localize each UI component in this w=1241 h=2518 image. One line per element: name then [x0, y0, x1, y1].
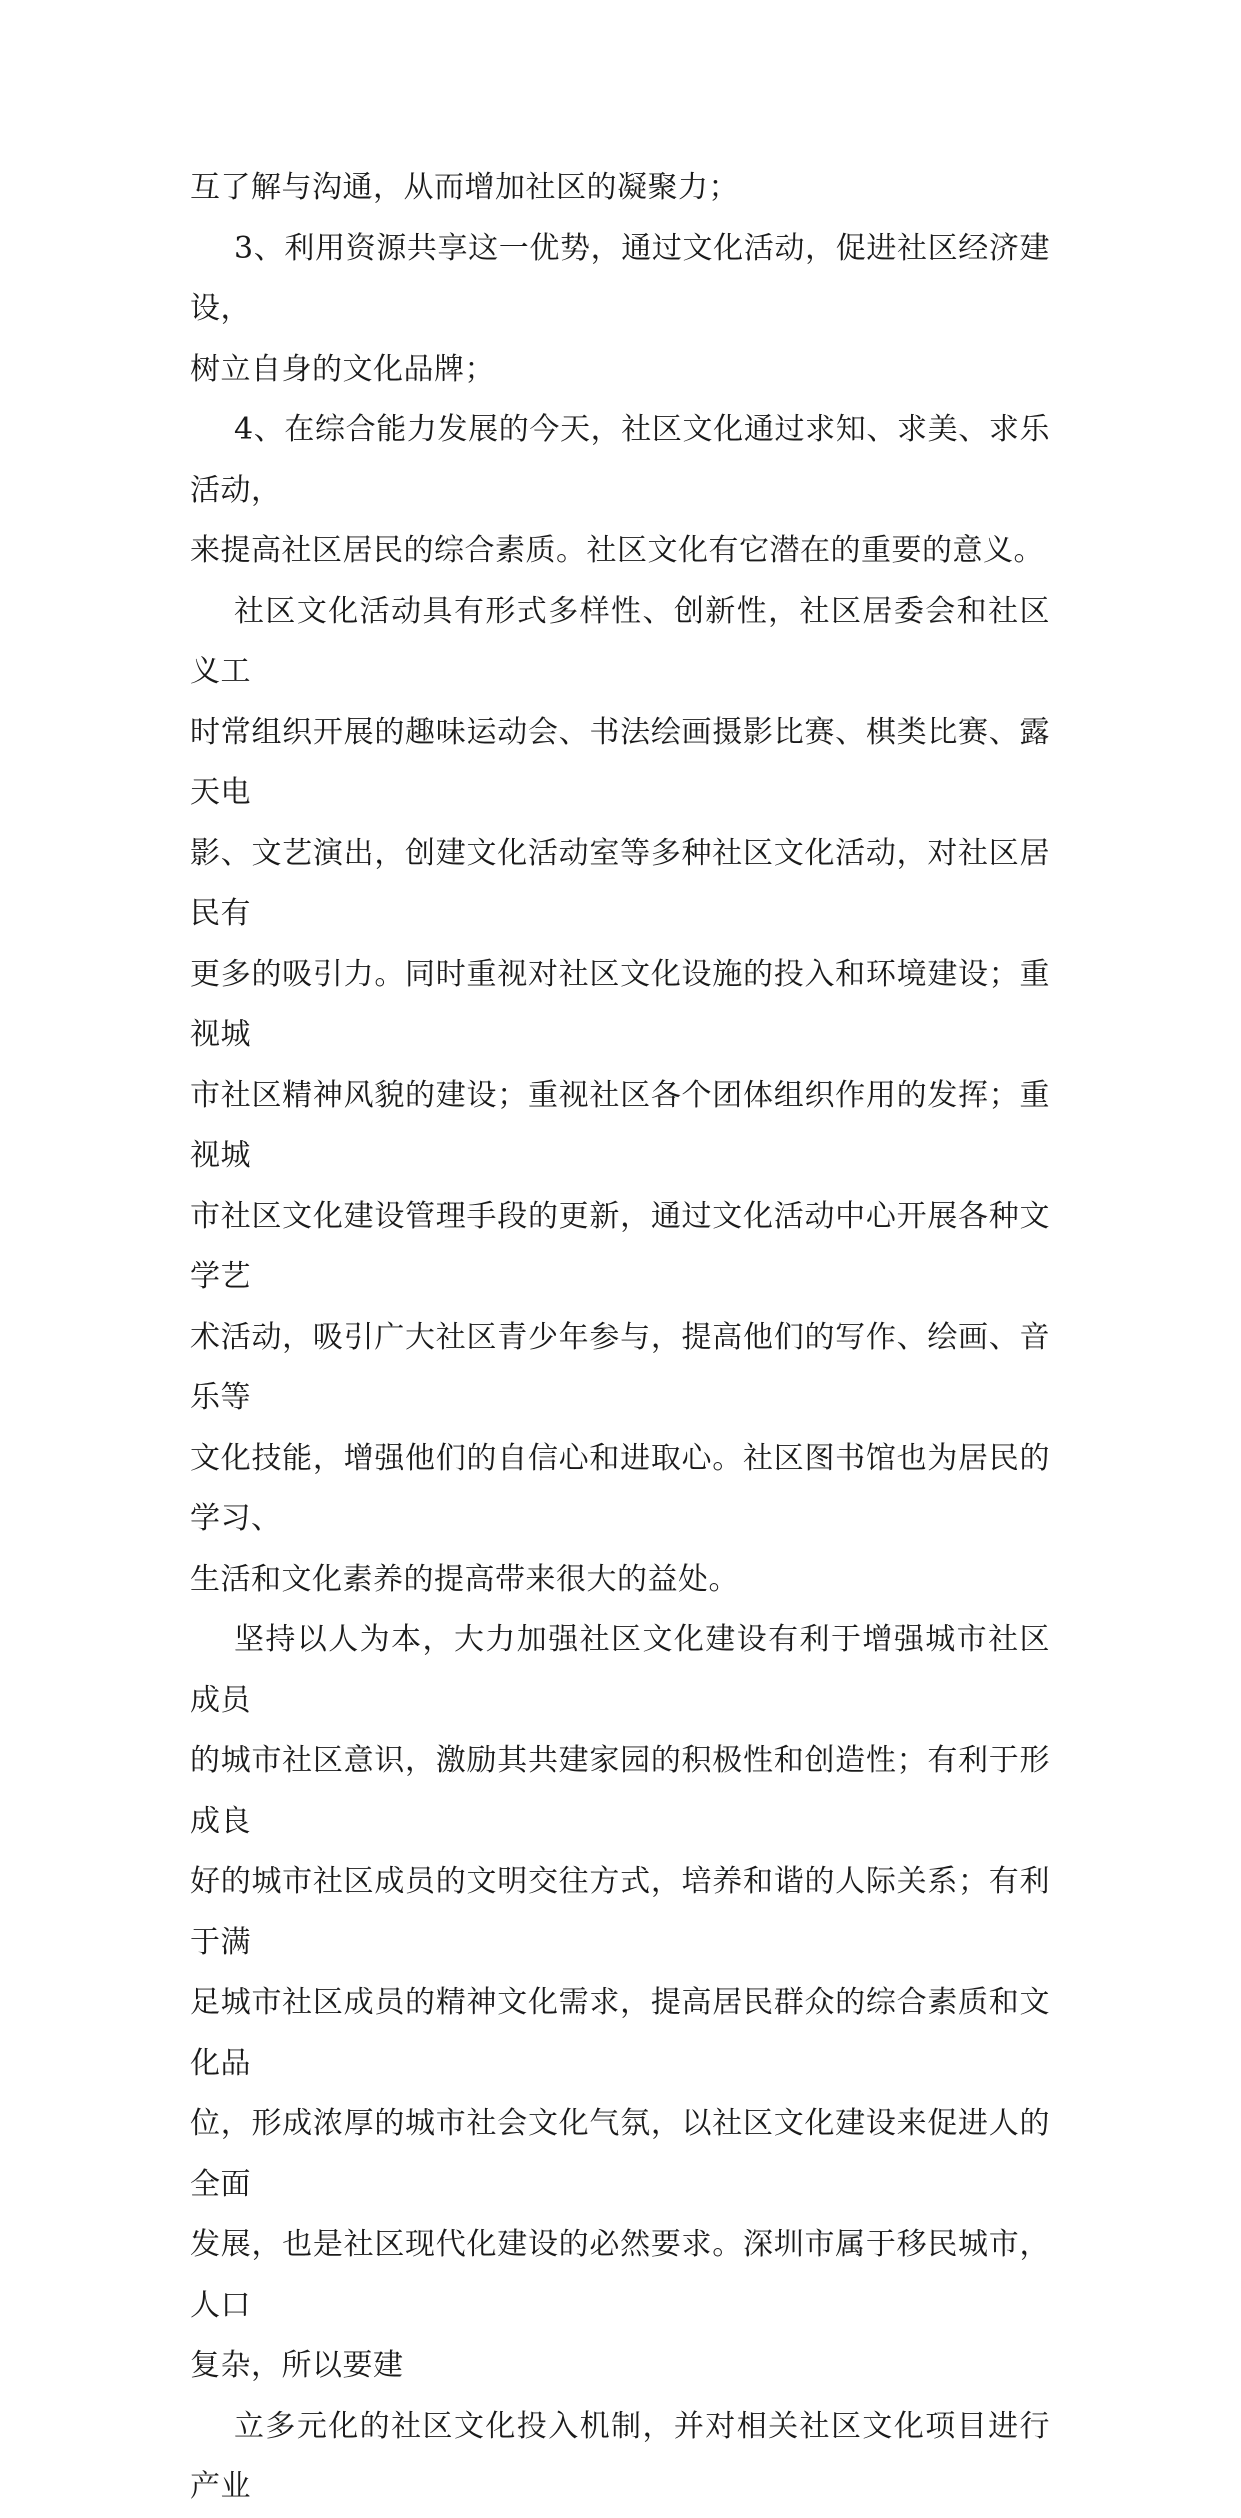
- text-line: 更多的吸引力。同时重视对社区文化设施的投入和环境建设；重视城: [190, 956, 1050, 1052]
- paragraph-4: [190, 582, 1050, 1611]
- paragraph-6: [190, 2397, 1050, 2518]
- text-line: 互了解与沟通，从而增加社区的凝聚力；: [190, 170, 739, 205]
- paragraph-2: [190, 219, 1050, 401]
- text-line: 术活动，吸引广大社区青少年参与，提高他们的写作、绘画、音乐等: [190, 1319, 1050, 1415]
- text-line: 好的城市社区成员的文明交往方式，培养和谐的人际关系；有利于满: [190, 1864, 1050, 1960]
- text-line: 生活和文化素养的提高带来很大的益处。: [190, 1561, 739, 1597]
- text-line: 来提高社区居民的综合素质。社区文化有它潜在的重要的意义。: [190, 533, 1044, 568]
- paragraph-5: [190, 1610, 1050, 2397]
- text-line: 影、文艺演出，创建文化活动室等多种社区文化活动，对社区居民有: [190, 835, 1050, 931]
- text-line: 树立自身的文化品牌；: [190, 351, 495, 387]
- text-line: 市社区文化建设管理手段的更新，通过文化活动中心开展各种文学艺: [190, 1198, 1050, 1294]
- text-line: 位，形成浓厚的城市社会文化气氛，以社区文化建设来促进人的全面: [190, 2106, 1050, 2202]
- document-body: [190, 158, 1050, 2518]
- text-line: 足城市社区成员的精神文化需求，提高居民群众的综合素质和文化品: [190, 1985, 1050, 2081]
- text-line: 复杂，所以要建: [190, 2348, 404, 2383]
- text-line: 的城市社区意识，激励其共建家园的积极性和创造性；有利于形成良: [190, 1743, 1050, 1839]
- text-line: 立多元化的社区文化投入机制，并对相关社区文化项目进行产业: [190, 2408, 1050, 2504]
- text-line: 3、利用资源共享这一优势，通过文化活动，促进社区经济建设，: [190, 230, 1050, 326]
- text-line: 文化技能，增强他们的自信心和进取心。社区图书馆也为居民的学习、: [190, 1440, 1050, 1536]
- text-line: 市社区精神风貌的建设；重视社区各个团体组织作用的发挥；重视城: [190, 1077, 1050, 1173]
- paragraph-3: [190, 400, 1050, 582]
- text-line: 坚持以人为本，大力加强社区文化建设有利于增强城市社区成员: [190, 1622, 1050, 1718]
- paragraph-1: [190, 158, 1050, 219]
- text-line: 4、在综合能力发展的今天，社区文化通过求知、求美、求乐活动，: [190, 412, 1050, 508]
- text-line: 发展，也是社区现代化建设的必然要求。深圳市属于移民城市，人口: [190, 2227, 1050, 2323]
- text-line: 时常组织开展的趣味运动会、书法绘画摄影比赛、棋类比赛、露天电: [190, 714, 1050, 810]
- text-line: 社区文化活动具有形式多样性、创新性，社区居委会和社区义工: [190, 593, 1050, 689]
